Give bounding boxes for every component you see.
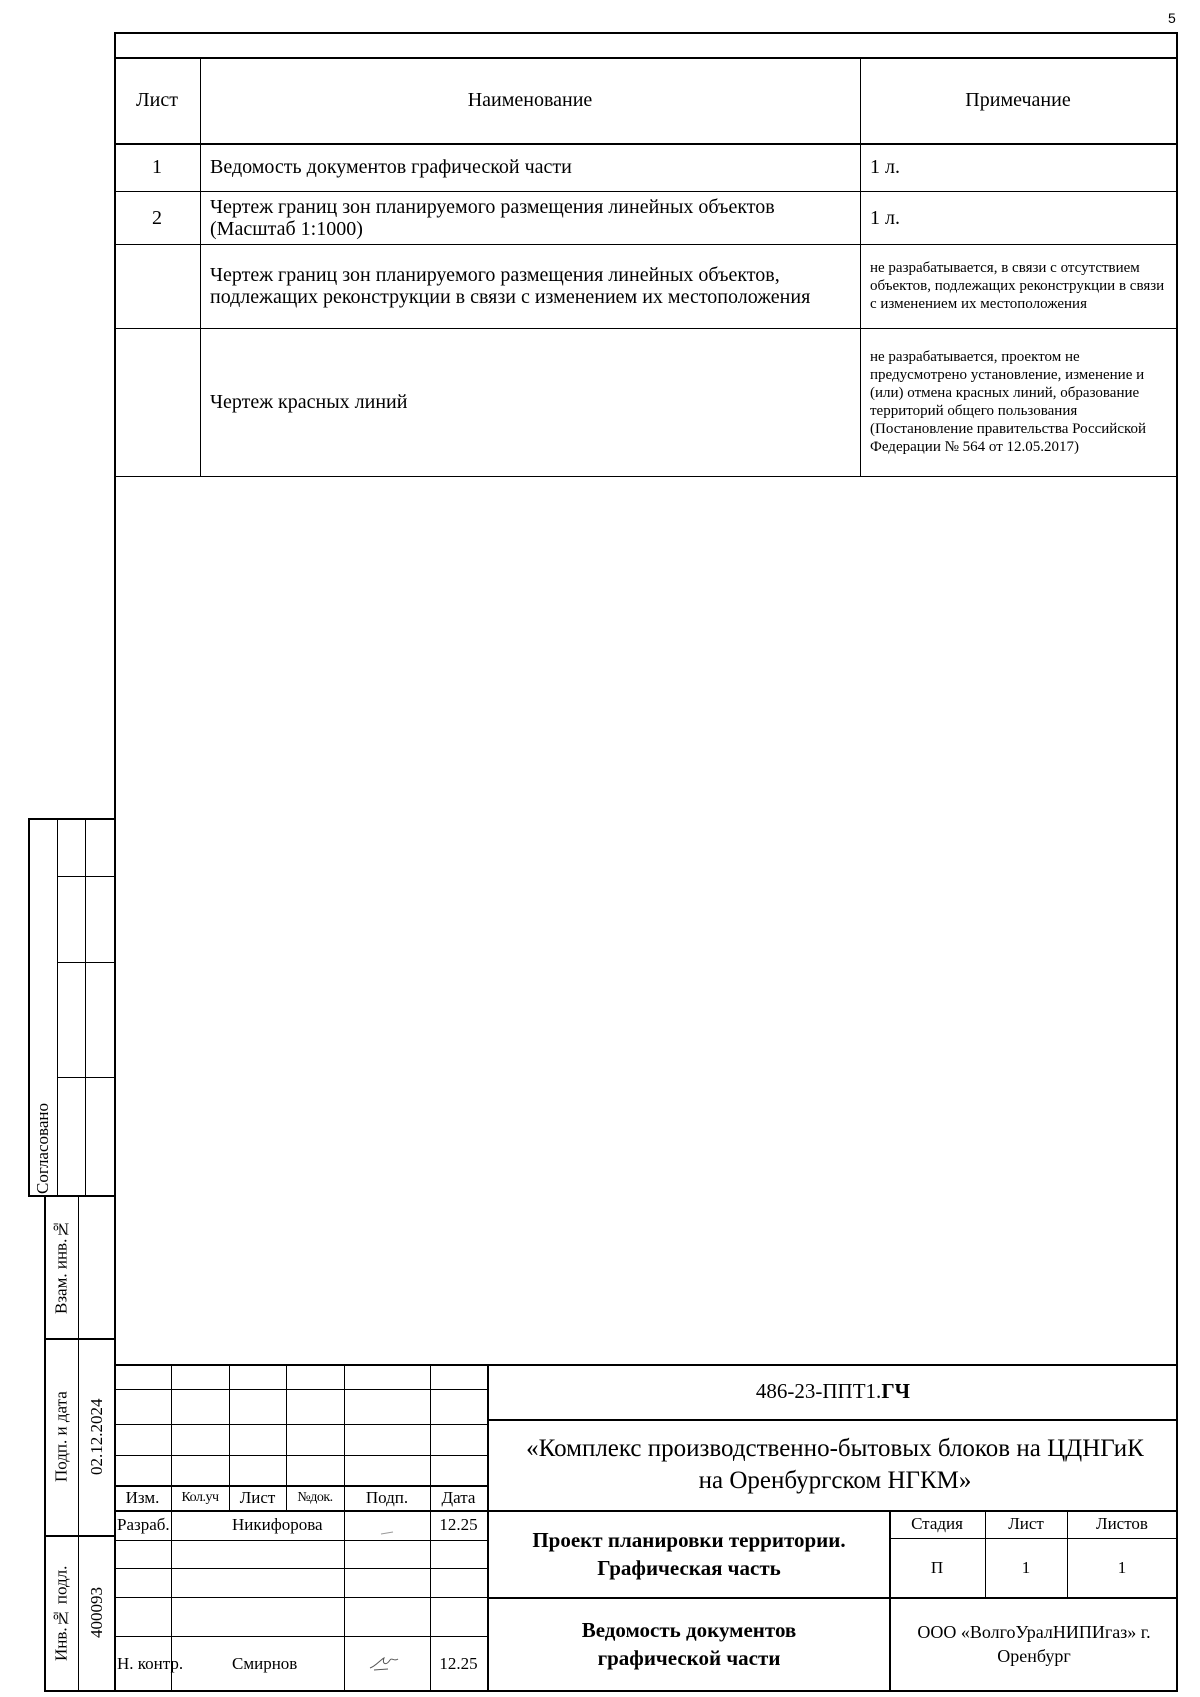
frame-right: [1176, 32, 1178, 1692]
header-note: Примечание: [965, 89, 1071, 111]
col-izm: Изм.: [125, 1487, 160, 1507]
row4-note: не разрабатывается, проектом не предусмотрено установление, изменение и (или) отмена красных линий, образование территорий общего пользования (Постановление правительства Российской Федерации № 564 от 12.05.2017): [870, 349, 1147, 455]
row2-sheet: 2: [152, 206, 162, 229]
page-number: 5: [1168, 10, 1176, 26]
inv-orig-label: Инв.№ подл.: [51, 1565, 71, 1661]
col-list: Лист: [239, 1487, 276, 1507]
sheet-value: 1: [1021, 1557, 1031, 1577]
row1-note: 1 л.: [870, 156, 900, 178]
stamp-row: [114, 1424, 487, 1425]
side-divider: [57, 818, 58, 1196]
agreed-label: Согласовано: [33, 1103, 52, 1194]
sheet-title: Ведомость документов графической части: [581, 1618, 797, 1670]
col-kol: Кол.уч: [181, 1489, 219, 1505]
side-row: [57, 1077, 115, 1078]
row1-sheet: 1: [152, 156, 162, 178]
side-row: [57, 962, 115, 963]
row1-name: Ведомость документов графической части: [210, 156, 572, 178]
col-podp: Подп.: [365, 1487, 409, 1507]
col-date: Дата: [441, 1487, 476, 1507]
row4-sheet: [114, 328, 200, 476]
stamp-row: [114, 1540, 487, 1541]
control-name: Смирнов: [232, 1653, 298, 1673]
row4-name: Чертеж красных линий: [210, 391, 408, 413]
document-code-prefix: 486-23-ППТ1.: [755, 1379, 882, 1403]
developed-name: Никифорова: [232, 1515, 323, 1534]
document-code-suffix: ГЧ: [881, 1379, 911, 1403]
sign-date-label: Подп. и дата: [51, 1391, 71, 1483]
row3-sheet: [114, 244, 200, 328]
developed-signature: [380, 1522, 394, 1526]
stamp-col: [344, 1364, 345, 1691]
inv-orig-value: 400093: [87, 1587, 106, 1639]
frame-top: [114, 32, 1178, 34]
header-name: Наименование: [467, 89, 593, 111]
side-divider: [85, 818, 86, 1196]
sheet-label: Лист: [1008, 1514, 1044, 1533]
developed-date: 12.25: [439, 1515, 478, 1534]
control-date: 12.25: [439, 1653, 478, 1673]
developed-label: Разраб.: [117, 1515, 170, 1534]
document-code: [489, 1364, 1177, 1419]
replace-inv-label: Взам. инв.№: [51, 1219, 71, 1315]
table-bottom: [114, 476, 1178, 477]
control-signature: [368, 1654, 404, 1672]
stamp-row: [114, 1597, 487, 1598]
stamp-row: [114, 1455, 487, 1456]
row2-note: 1 л.: [870, 206, 900, 229]
header-sheet: Лист: [136, 89, 178, 111]
row3-name: Чертеж границ зон планируемого размещения линейных объектов, подлежащих реконструкции в связи с изменением их местоположения: [210, 264, 811, 308]
organization: ООО «ВолгоУралНИПИгаз» г. Оренбург: [917, 1622, 1151, 1666]
sign-date-value: 02.12.2024: [87, 1398, 106, 1476]
stamp-row: [114, 1389, 487, 1390]
row2-name: Чертеж границ зон планируемого размещения линейных объектов (Масштаб 1:1000): [210, 195, 775, 240]
stage-value: П: [930, 1557, 944, 1577]
col-ndoc: №док.: [297, 1489, 333, 1505]
stage-label: Стадия: [911, 1514, 963, 1533]
object-title: «Комплекс производственно-бытовых блоков на ЦДНГиК на Оренбургском НГКМ»: [526, 1434, 1144, 1494]
sheets-value: 1: [1117, 1557, 1127, 1577]
document-title: Проект планировки территории. Графическая часть: [532, 1527, 846, 1580]
control-label: Н. контр.: [117, 1653, 184, 1673]
stamp-row: [114, 1568, 487, 1569]
sheets-label: Листов: [1096, 1514, 1148, 1533]
side-row: [57, 876, 115, 877]
row3-note: не разрабатывается, в связи с отсутствием объектов, подлежащих реконструкции в связи с изменением их местоположения: [870, 260, 1165, 312]
